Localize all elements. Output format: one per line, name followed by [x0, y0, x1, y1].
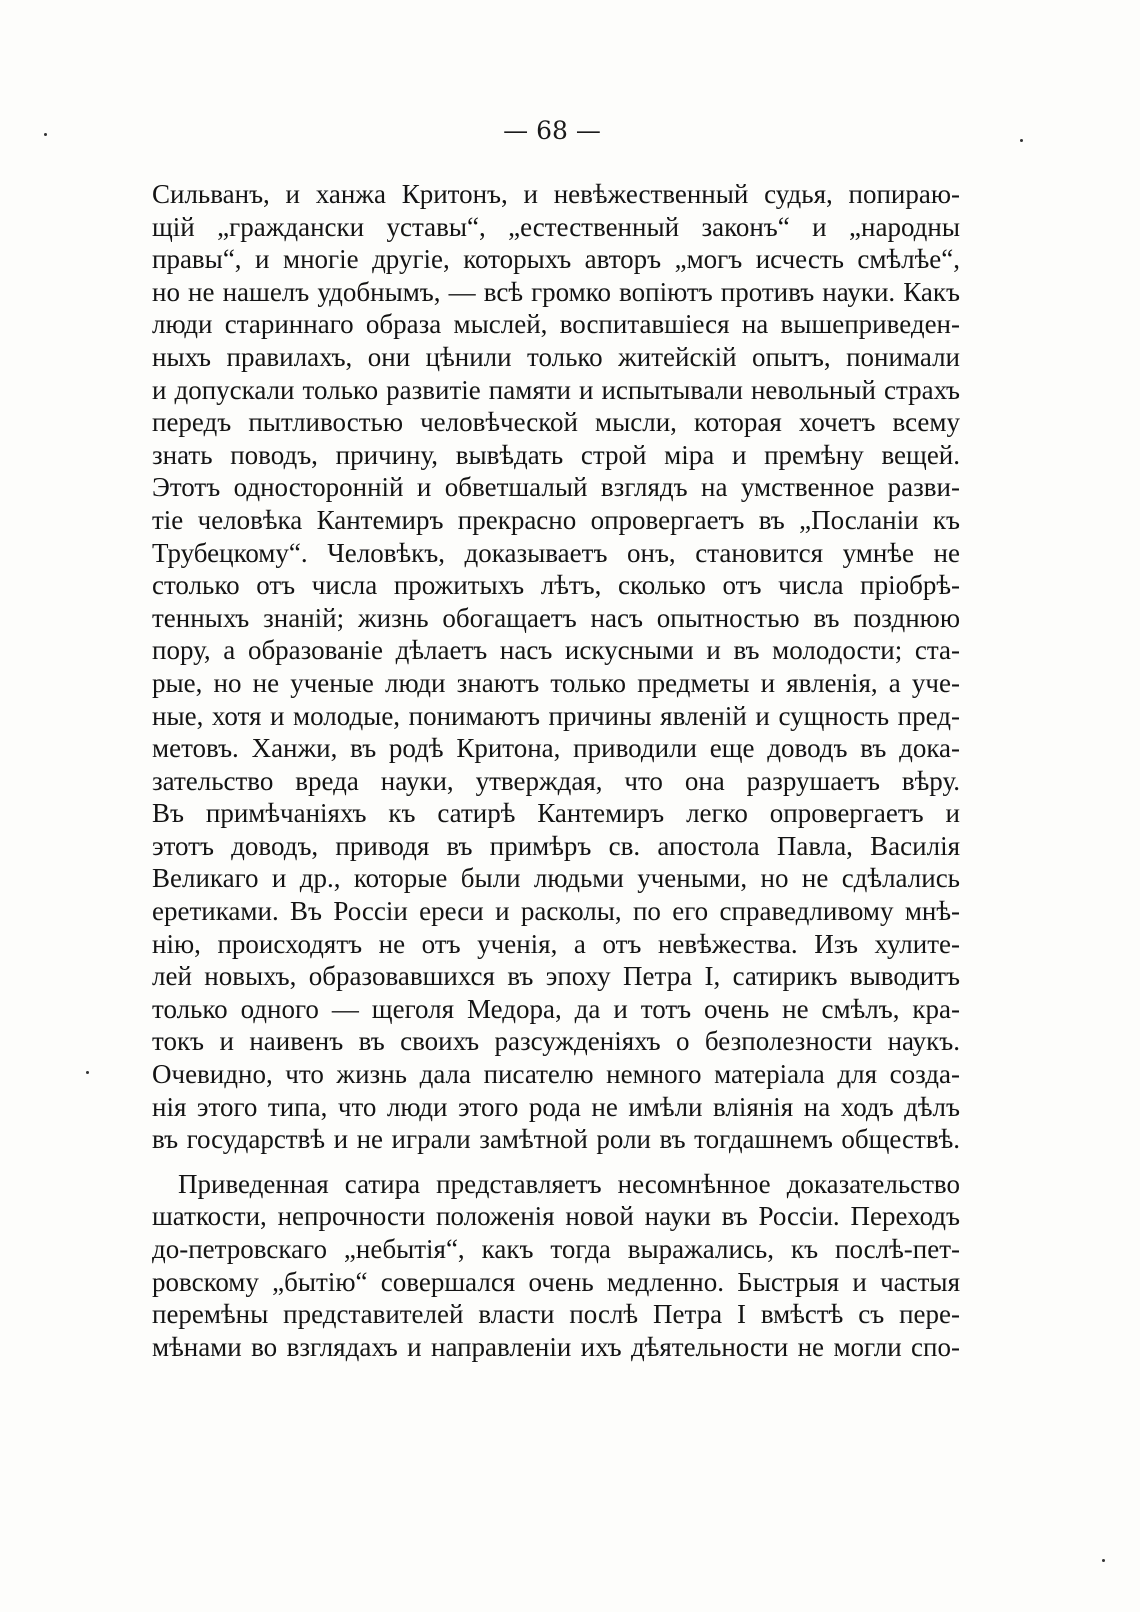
text-line: люди стариннаго образа мыслей, воспитавшіеся на вышеприведен-: [152, 309, 960, 340]
text-line: рые, но не ученые люди знаютъ только предметы и явленія, а уче-: [152, 667, 960, 698]
text-line: Великаго и др., которые были людьми учеными, но не сдѣлались: [152, 863, 960, 894]
text-line: Трубецкому“. Человѣкъ, доказываетъ онъ, становится умнѣе не: [152, 537, 960, 568]
paragraph-2: [152, 1168, 960, 1364]
text-line: тенныхъ знаній; жизнь обогащаетъ насъ опытностью въ позднюю: [152, 602, 960, 633]
text-line: ные, хотя и молодые, понимаютъ причины явленій и сущность пред-: [152, 700, 960, 731]
text-line: но не нашелъ удобнымъ, — всѣ громко вопіютъ противъ науки. Какъ: [152, 276, 960, 307]
scan-speck: [1020, 139, 1023, 142]
text-line: этотъ доводъ, приводя въ примѣръ св. апостола Павла, Василія: [152, 830, 960, 861]
text-line: правы“, и многіе другіе, которыхъ авторъ „могъ исчесть смѣлѣе“,: [152, 244, 960, 275]
body-text: [152, 178, 960, 1363]
text-line: Этотъ односторонній и обветшалый взглядъ на умственное разви-: [152, 472, 960, 503]
text-line: Очевидно, что жизнь дала писателю немного матеріала для созда-: [152, 1059, 960, 1090]
text-line: зательство вреда науки, утверждая, что она разрушаетъ вѣру.: [152, 765, 960, 796]
text-line: ровскому „бытію“ совершался очень медленно. Быстрыя и частыя: [152, 1266, 960, 1297]
text-line: перемѣны представителей власти послѣ Петра I вмѣстѣ съ пере-: [152, 1299, 960, 1330]
page-number: — 68 —: [503, 116, 601, 145]
text-line: Приведенная сатира представляетъ несомнѣнное доказательство: [178, 1168, 960, 1199]
text-line: ныхъ правилахъ, они цѣнили только житейскій опытъ, понимали: [152, 341, 960, 372]
text-line: и допускали только развитіе памяти и испытывали невольный страхъ: [152, 374, 960, 405]
scan-speck: [44, 133, 47, 136]
text-line: Въ примѣчаніяхъ къ сатирѣ Кантемиръ легко опровергаетъ и: [152, 798, 960, 829]
scan-speck: [86, 1071, 89, 1074]
text-line: метовъ. Ханжи, въ родѣ Критона, приводили еще доводъ въ дока-: [152, 733, 960, 764]
text-line: нія этого типа, что люди этого рода не имѣли вліянія на ходъ дѣлъ: [152, 1091, 960, 1122]
text-line: знать поводъ, причину, вывѣдать строй міра и премѣну вещей.: [152, 439, 960, 470]
text-line: Сильванъ, и ханжа Критонъ, и невѣжественный судья, попираю-: [152, 179, 960, 209]
text-line: токъ и наивенъ въ своихъ разсужденіяхъ о безполезности наукъ.: [152, 1026, 960, 1057]
text-line: лей новыхъ, образовавшихся въ эпоху Петра I, сатирикъ выводитъ: [152, 961, 960, 992]
text-line: мѣнами во взглядахъ и направленіи ихъ дѣятельности не могли спо-: [152, 1331, 960, 1362]
text-line: только одного — щеголя Медора, да и тотъ очень не смѣлъ, кра-: [152, 993, 960, 1024]
text-line: щій „граждански уставы“, „естественный законъ“ и „народны: [152, 211, 960, 242]
text-line: еретиками. Въ Россіи ереси и расколы, по его справедливому мнѣ-: [152, 896, 960, 927]
scan-speck: [1102, 1559, 1105, 1562]
text-line: пору, а образованіе дѣлаетъ насъ искусными и въ молодости; ста-: [152, 635, 960, 666]
text-line: тіе человѣка Кантемиръ прекрасно опровергаетъ въ „Посланіи къ: [152, 504, 960, 535]
text-line: передъ пытливостью человѣческой мысли, которая хочетъ всему: [152, 407, 960, 438]
paragraph-1: [152, 178, 960, 1156]
text-line: до-петровскаго „небытія“, какъ тогда выражались, къ послѣ-пет-: [152, 1234, 960, 1264]
text-line: въ государствѣ и не играли замѣтной роли въ тогдашнемъ обществѣ.: [152, 1124, 960, 1155]
text-line: столько отъ числа прожитыхъ лѣтъ, сколько отъ числа пріобрѣ-: [152, 570, 960, 601]
text-line: шаткости, непрочности положенія новой науки въ Россіи. Переходъ: [152, 1201, 960, 1232]
text-line: нію, происходятъ не отъ ученія, а отъ невѣжества. Изъ хулите-: [152, 928, 960, 959]
